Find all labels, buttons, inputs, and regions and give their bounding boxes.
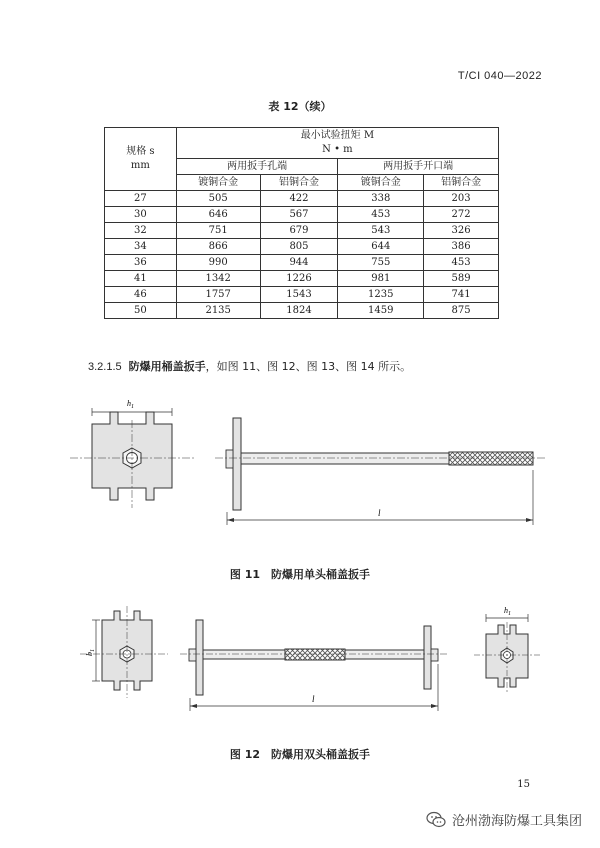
group-open-header: 两用扳手开口端 (338, 159, 499, 175)
torque-header (176, 128, 498, 159)
clause-title: 防爆用桶盖扳手 (128, 360, 206, 373)
wechat-icon (426, 811, 446, 829)
sub-header: 镀铜合金 (338, 175, 424, 191)
torque-header-line1: 最小试验扭矩 M (300, 130, 375, 141)
table-cell: 326 (424, 223, 499, 239)
sub-header: 镀铜合金 (176, 175, 260, 191)
table-cell: 543 (338, 223, 424, 239)
table-cell: 2135 (176, 303, 260, 319)
table-cell: 453 (338, 207, 424, 223)
figure-11-drawing (0, 380, 600, 540)
table-cell: 990 (176, 255, 260, 271)
table-row (105, 271, 499, 287)
clause-number: 3.2.1.5 (88, 361, 122, 373)
fig11-side-view (215, 418, 545, 525)
table-row (105, 207, 499, 223)
fig11-front-view (70, 399, 194, 508)
table-cell: 741 (424, 287, 499, 303)
table-row (105, 255, 499, 271)
table-cell: 27 (105, 191, 177, 207)
document-number: T/CI 040—2022 (457, 70, 542, 82)
fig12-side-view (180, 620, 448, 711)
table-cell: 34 (105, 239, 177, 255)
table-cell: 755 (338, 255, 424, 271)
sub-header: 铝铜合金 (424, 175, 499, 191)
figure-11-caption: 图 11 防爆用单头桶盖扳手 (229, 568, 371, 581)
table-cell: 1824 (260, 303, 338, 319)
svg-text:h1: $h_1$ (127, 399, 134, 410)
table-cell: 679 (260, 223, 338, 239)
table-caption: 表 12（续） (268, 100, 332, 113)
svg-text:h1: $h_1$ (504, 606, 511, 617)
table-row (105, 287, 499, 303)
table-cell: 1459 (338, 303, 424, 319)
figure-12-caption: 图 12 防爆用双头桶盖扳手 (229, 748, 371, 761)
table-cell: 505 (176, 191, 260, 207)
table-row (105, 303, 499, 319)
svg-text:l: l (312, 694, 315, 704)
fig12-front-view (80, 606, 168, 698)
table-cell: 422 (260, 191, 338, 207)
table-cell: 32 (105, 223, 177, 239)
watermark-text: 沧州渤海防爆工具集团 (451, 814, 582, 829)
svg-text:l: l (378, 508, 381, 518)
table-cell: 1235 (338, 287, 424, 303)
table-cell: 30 (105, 207, 177, 223)
table-cell: 944 (260, 255, 338, 271)
table-cell: 41 (105, 271, 177, 287)
table-cell: 46 (105, 287, 177, 303)
table-cell: 644 (338, 239, 424, 255)
group-hole-header: 两用扳手孔端 (176, 159, 338, 175)
torque-header-line2: N • m (322, 144, 353, 155)
table-row (105, 191, 499, 207)
table-cell: 203 (424, 191, 499, 207)
table-cell: 589 (424, 271, 499, 287)
svg-text:b1: $b_1$ (85, 649, 96, 656)
table-cell: 338 (338, 191, 424, 207)
page-number: 15 (517, 779, 530, 790)
torque-table (104, 127, 499, 319)
table-row (105, 223, 499, 239)
table-cell: 567 (260, 207, 338, 223)
table-cell: 386 (424, 239, 499, 255)
table-cell: 646 (176, 207, 260, 223)
clause-3-2-1-5 (88, 358, 411, 374)
table-cell: 1226 (260, 271, 338, 287)
table-cell: 875 (424, 303, 499, 319)
table-cell: 1543 (260, 287, 338, 303)
clause-text: ，如图 11、图 12、图 13、图 14 所示。 (205, 360, 412, 373)
table-row (105, 239, 499, 255)
fig12-end-view (474, 606, 540, 694)
table-cell: 453 (424, 255, 499, 271)
figure-12-drawing (0, 598, 600, 728)
spec-header-line1: 规格 s (126, 146, 155, 157)
spec-header-line2: mm (130, 160, 150, 171)
table-cell: 1757 (176, 287, 260, 303)
table-cell: 36 (105, 255, 177, 271)
table-cell: 751 (176, 223, 260, 239)
table-cell: 866 (176, 239, 260, 255)
spec-header (105, 128, 177, 191)
table-cell: 805 (260, 239, 338, 255)
watermark (426, 810, 582, 829)
table-cell: 50 (105, 303, 177, 319)
table-cell: 1342 (176, 271, 260, 287)
sub-header: 铝铜合金 (260, 175, 338, 191)
table-cell: 272 (424, 207, 499, 223)
table-cell: 981 (338, 271, 424, 287)
